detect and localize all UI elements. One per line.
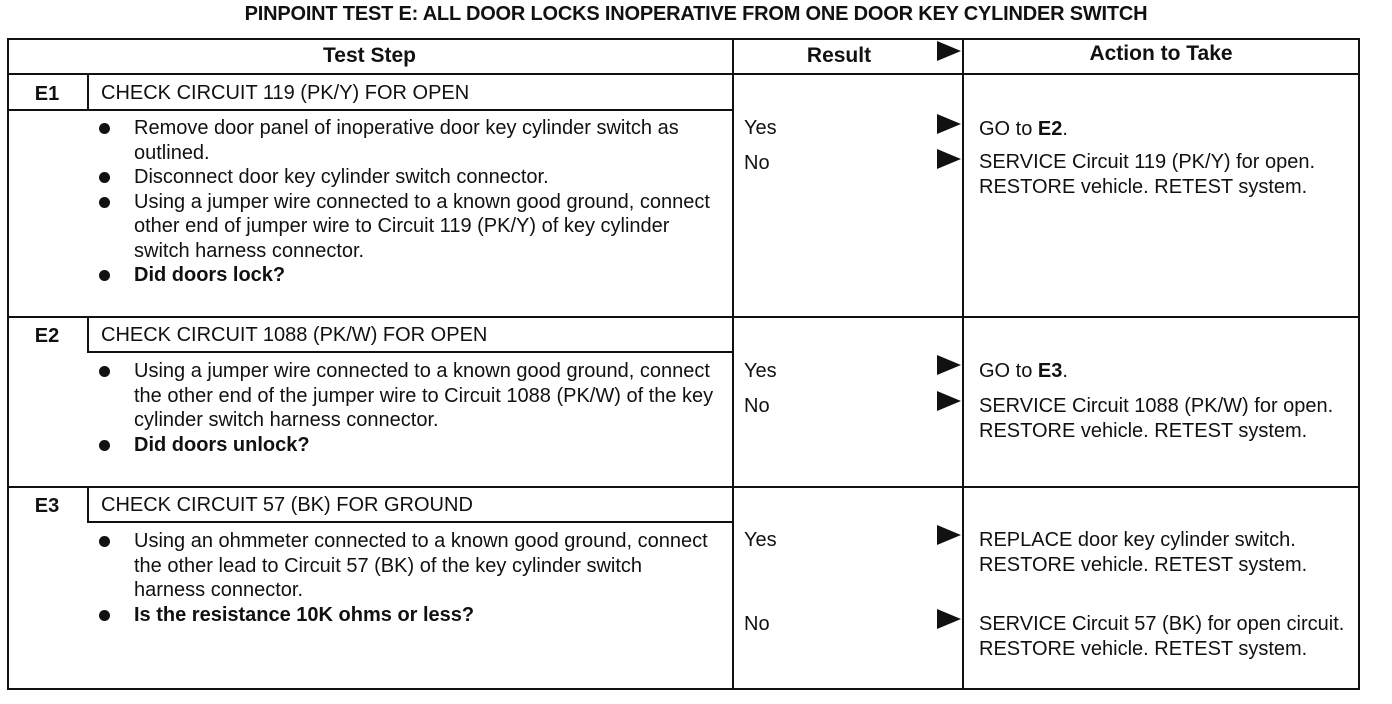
pinpoint-test-table <box>7 38 1360 690</box>
step-id-e3: E3 <box>34 495 60 517</box>
arrow-yes-e2-icon <box>937 355 961 375</box>
result-yes-e2: Yes <box>744 360 777 382</box>
table-border-top <box>7 38 1360 40</box>
action-no-e2: SERVICE Circuit 1088 (PK/W) for open. RESTORE vehicle. RETEST system. <box>979 395 1334 442</box>
step-id-divider-e1 <box>87 74 89 110</box>
step-instructions-e1 <box>97 116 717 288</box>
action-yes-e3: REPLACE door key cylinder switch. RESTORE vehicle. RETEST system. <box>979 529 1308 576</box>
header-result: Result <box>806 44 872 67</box>
table-border-bottom <box>7 688 1360 690</box>
result-yes-e1: Yes <box>744 117 777 139</box>
step-title-e3: CHECK CIRCUIT 57 (BK) FOR GROUND <box>101 494 473 516</box>
action-no-e3: SERVICE Circuit 57 (BK) for open circuit. RESTORE vehicle. RETEST system. <box>979 613 1345 660</box>
table-border-left <box>7 38 9 690</box>
step-title-divider-e2 <box>87 351 734 353</box>
arrow-no-e3-icon <box>937 609 961 629</box>
result-yes-e3: Yes <box>744 529 777 551</box>
header-arrow-icon <box>937 41 961 61</box>
step-instructions-e2 <box>97 359 717 457</box>
result-no-e3: No <box>744 613 770 635</box>
step-title-e2: CHECK CIRCUIT 1088 (PK/W) FOR OPEN <box>101 324 488 346</box>
step-id-e1: E1 <box>34 83 60 105</box>
arrow-no-e2-icon <box>937 391 961 411</box>
arrow-yes-e3-icon <box>937 525 961 545</box>
step-question-e3: Is the resistance 10K ohms or less? <box>97 603 717 628</box>
list-item: Remove door panel of inoperative door key cylinder switch as outlined. <box>97 116 717 165</box>
list-item: Using a jumper wire connected to a known good ground, connect other end of jumper wire to Circuit 119 (PK/Y) of key cylinder switch harness connector. <box>97 190 717 264</box>
header-action: Action to Take <box>1089 42 1233 65</box>
column-divider-action <box>962 38 964 690</box>
step-instructions-e3 <box>97 529 717 627</box>
action-yes-e2: GO to E3. <box>979 360 1068 382</box>
table-border-right <box>1358 38 1360 690</box>
row-divider-e3 <box>7 486 1360 488</box>
list-item: Using a jumper wire connected to a known good ground, connect the other end of the jumper wire to Circuit 1088 (PK/W) of the key cylinder switch harness connector. <box>97 359 717 433</box>
step-id-divider-e2 <box>87 317 89 352</box>
step-title-divider-e3 <box>87 521 734 523</box>
step-title-divider-e1 <box>7 109 734 111</box>
step-question-e1: Did doors lock? <box>97 263 717 288</box>
arrow-yes-e1-icon <box>937 114 961 134</box>
page-title: PINPOINT TEST E: ALL DOOR LOCKS INOPERATIVE FROM ONE DOOR KEY CYLINDER SWITCH <box>244 3 1148 25</box>
step-id-e2: E2 <box>34 325 60 347</box>
action-no-e1: SERVICE Circuit 119 (PK/Y) for open. RESTORE vehicle. RETEST system. <box>979 151 1316 198</box>
row-divider-e2 <box>7 316 1360 318</box>
step-title-e1: CHECK CIRCUIT 119 (PK/Y) FOR OPEN <box>101 82 470 104</box>
result-no-e1: No <box>744 152 770 174</box>
step-question-e2: Did doors unlock? <box>97 433 717 458</box>
step-id-divider-e3 <box>87 487 89 522</box>
list-item: Disconnect door key cylinder switch connector. <box>97 165 717 190</box>
result-no-e2: No <box>744 395 770 417</box>
header-divider <box>7 73 1360 75</box>
arrow-no-e1-icon <box>937 149 961 169</box>
action-yes-e1: GO to E2. <box>979 118 1068 140</box>
header-test-step: Test Step <box>323 44 416 67</box>
column-divider-result <box>732 38 734 690</box>
list-item: Using an ohmmeter connected to a known good ground, connect the other lead to Circuit 57 (BK) of the key cylinder switch harness connector. <box>97 529 717 603</box>
